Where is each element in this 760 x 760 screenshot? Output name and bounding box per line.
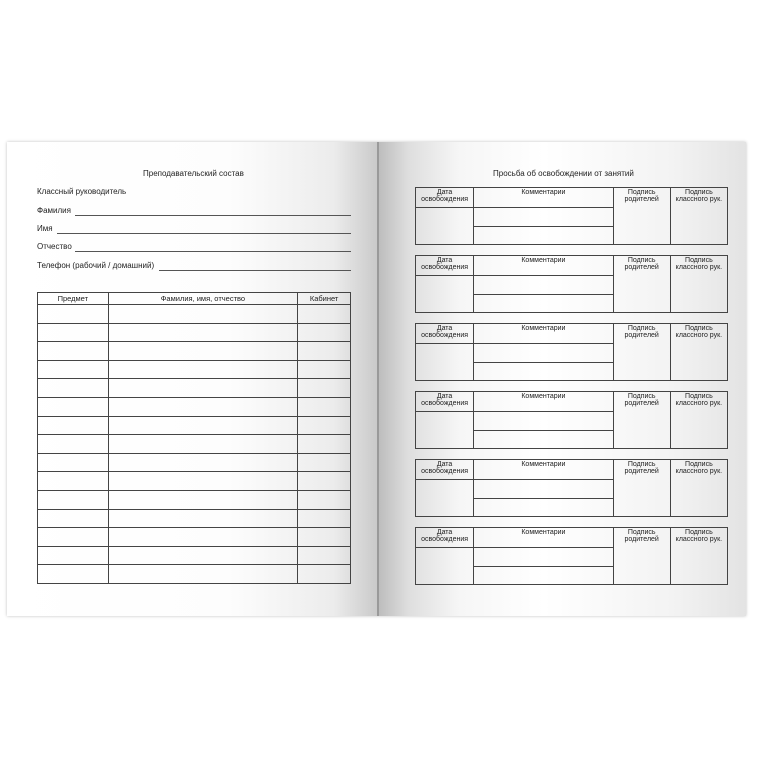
absence-request-block [415, 459, 728, 517]
left-page-title: Преподавательский состав [143, 169, 244, 178]
table-row [38, 528, 351, 547]
table-row [38, 342, 351, 361]
subject-cell[interactable] [38, 305, 109, 324]
fio-cell[interactable] [108, 565, 298, 584]
subject-cell[interactable] [38, 509, 109, 528]
comment-line[interactable] [474, 498, 613, 517]
parents-signature-header[interactable]: Подпись родителей [613, 392, 670, 449]
parents-signature-header[interactable]: Подпись родителей [613, 528, 670, 585]
teacher-signature-header[interactable]: Подпись классного рук. [670, 324, 727, 381]
subject-cell[interactable] [38, 397, 109, 416]
room-cell[interactable] [298, 379, 351, 398]
subject-cell[interactable] [38, 472, 109, 491]
comment-line[interactable] [474, 276, 613, 295]
parents-signature-header[interactable]: Подпись родителей [613, 188, 670, 245]
fio-cell[interactable] [108, 360, 298, 379]
comments-header: Комментарии [474, 256, 613, 276]
fio-cell[interactable] [108, 490, 298, 509]
teacher-table [37, 292, 351, 584]
absence-request-block [415, 527, 728, 585]
phone-label: Телефон (рабочий / домашний) [37, 261, 155, 270]
comments-header: Комментарии [474, 528, 613, 548]
subject-cell[interactable] [38, 342, 109, 361]
subject-cell[interactable] [38, 323, 109, 342]
comments-header: Комментарии [474, 188, 613, 208]
parents-signature-header[interactable]: Подпись родителей [613, 324, 670, 381]
room-cell[interactable] [298, 435, 351, 454]
room-cell[interactable] [298, 472, 351, 491]
surname-line[interactable] [75, 215, 351, 216]
date-cell[interactable] [416, 480, 474, 517]
comment-line[interactable] [474, 362, 613, 381]
fio-cell[interactable] [108, 397, 298, 416]
room-cell[interactable] [298, 360, 351, 379]
date-cell[interactable] [416, 412, 474, 449]
fio-cell[interactable] [108, 453, 298, 472]
date-header: Дата освобождения [416, 188, 474, 208]
date-cell[interactable] [416, 548, 474, 585]
subject-cell[interactable] [38, 379, 109, 398]
comments-header: Комментарии [474, 460, 613, 480]
comment-line[interactable] [474, 412, 613, 431]
date-cell[interactable] [416, 276, 474, 313]
absence-header-row [416, 392, 728, 412]
room-cell[interactable] [298, 546, 351, 565]
left-page [7, 142, 378, 616]
right-page-title: Просьба об освобождении от занятий [493, 169, 634, 178]
room-cell[interactable] [298, 416, 351, 435]
room-cell[interactable] [298, 323, 351, 342]
subject-cell[interactable] [38, 490, 109, 509]
table-row [38, 546, 351, 565]
subject-cell[interactable] [38, 528, 109, 547]
table-row [38, 379, 351, 398]
table-row [38, 490, 351, 509]
name-line[interactable] [57, 233, 351, 234]
room-cell[interactable] [298, 490, 351, 509]
name-label: Имя [37, 224, 53, 233]
date-header: Дата освобождения [416, 528, 474, 548]
fio-cell[interactable] [108, 305, 298, 324]
fio-cell[interactable] [108, 416, 298, 435]
fio-cell[interactable] [108, 509, 298, 528]
subject-cell[interactable] [38, 565, 109, 584]
table-row [38, 435, 351, 454]
subject-cell[interactable] [38, 435, 109, 454]
parents-signature-header[interactable]: Подпись родителей [613, 256, 670, 313]
date-cell[interactable] [416, 208, 474, 245]
comment-line[interactable] [474, 294, 613, 313]
table-row [38, 397, 351, 416]
table-row [38, 416, 351, 435]
room-cell[interactable] [298, 397, 351, 416]
comment-line[interactable] [474, 344, 613, 363]
absence-header-row [416, 256, 728, 276]
room-cell[interactable] [298, 565, 351, 584]
table-row [38, 360, 351, 379]
teacher-signature-header[interactable]: Подпись классного рук. [670, 528, 727, 585]
fio-header: Фамилия, имя, отчество [108, 293, 298, 305]
teacher-table-header [38, 293, 351, 305]
comment-line[interactable] [474, 480, 613, 499]
room-cell[interactable] [298, 305, 351, 324]
absence-header-row [416, 324, 728, 344]
fio-cell[interactable] [108, 546, 298, 565]
table-row [38, 509, 351, 528]
comments-header: Комментарии [474, 324, 613, 344]
date-header: Дата освобождения [416, 392, 474, 412]
comment-line[interactable] [474, 226, 613, 245]
table-row [38, 323, 351, 342]
room-cell[interactable] [298, 528, 351, 547]
teacher-signature-header[interactable]: Подпись классного рук. [670, 256, 727, 313]
teacher-signature-header[interactable]: Подпись классного рук. [670, 392, 727, 449]
date-header: Дата освобождения [416, 324, 474, 344]
subject-cell[interactable] [38, 453, 109, 472]
right-page [379, 142, 746, 616]
date-header: Дата освобождения [416, 256, 474, 276]
absence-request-block [415, 187, 728, 245]
patronymic-label: Отчество [37, 242, 72, 251]
room-header: Кабинет [298, 293, 351, 305]
absence-header-row [416, 528, 728, 548]
surname-label: Фамилия [37, 206, 71, 215]
parents-signature-header[interactable]: Подпись родителей [613, 460, 670, 517]
absence-header-row [416, 460, 728, 480]
absence-header-row [416, 188, 728, 208]
patronymic-line[interactable] [75, 251, 351, 252]
teacher-signature-header[interactable]: Подпись классного рук. [670, 188, 727, 245]
absence-request-block [415, 391, 728, 449]
subject-header: Предмет [38, 293, 109, 305]
comment-line[interactable] [474, 430, 613, 449]
fio-cell[interactable] [108, 379, 298, 398]
fio-cell[interactable] [108, 528, 298, 547]
fio-cell[interactable] [108, 472, 298, 491]
notebook-spread [7, 142, 746, 616]
absence-request-block [415, 323, 728, 381]
comment-line[interactable] [474, 548, 613, 567]
teacher-signature-header[interactable]: Подпись классного рук. [670, 460, 727, 517]
phone-line[interactable] [159, 270, 351, 271]
class-teacher-label: Классный руководитель [37, 187, 127, 196]
table-row [38, 453, 351, 472]
table-row [38, 565, 351, 584]
subject-cell[interactable] [38, 416, 109, 435]
date-header: Дата освобождения [416, 460, 474, 480]
comment-line[interactable] [474, 566, 613, 585]
room-cell[interactable] [298, 453, 351, 472]
room-cell[interactable] [298, 509, 351, 528]
table-row [38, 305, 351, 324]
comment-line[interactable] [474, 208, 613, 227]
fio-cell[interactable] [108, 323, 298, 342]
room-cell[interactable] [298, 342, 351, 361]
comments-header: Комментарии [474, 392, 613, 412]
teacher-table-body [38, 305, 351, 584]
table-row [38, 472, 351, 491]
fio-cell[interactable] [108, 342, 298, 361]
subject-cell[interactable] [38, 546, 109, 565]
subject-cell[interactable] [38, 360, 109, 379]
date-cell[interactable] [416, 344, 474, 381]
absence-request-block [415, 255, 728, 313]
fio-cell[interactable] [108, 435, 298, 454]
